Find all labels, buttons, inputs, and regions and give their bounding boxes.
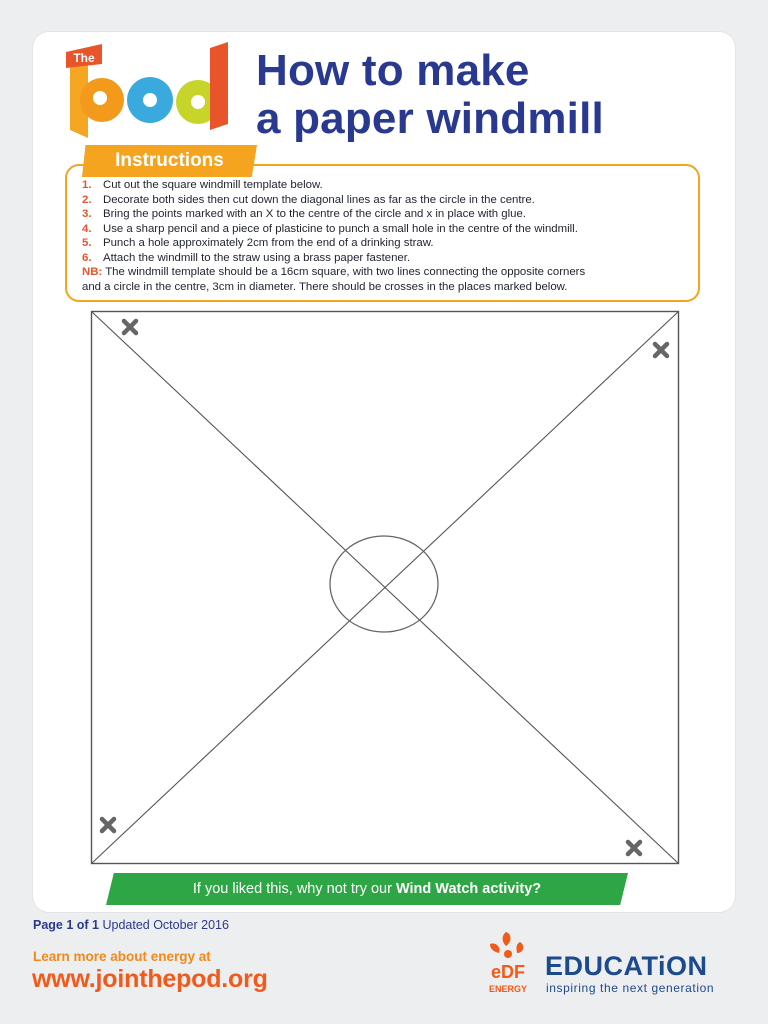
instruction-step: 4. Use a sharp pencil and a piece of plasticine to punch a small hole in the centre of the windmill.: [82, 222, 578, 235]
page-info: [33, 918, 229, 932]
edf-word: eDF: [490, 962, 526, 982]
instructions-heading: Instructions: [115, 150, 224, 171]
the-pod-logo: [64, 38, 234, 142]
page-title: [256, 47, 604, 143]
title-line-1: How to make: [256, 46, 530, 95]
nb-note-continued: and a circle in the centre, 3cm in diameter. There should be crosses in the places marked below.: [82, 280, 568, 293]
nb-note: [82, 265, 682, 280]
instruction-step: 3. Bring the points marked with an X to the centre of the circle and x in place with glue.: [82, 208, 526, 220]
education-tagline: inspiring the next generation: [546, 981, 715, 995]
windmill-template: [90, 310, 680, 865]
learn-more-text: Learn more about energy at: [33, 949, 211, 964]
promo-text: If you liked this, why not try our Wind Watch activity?: [192, 881, 542, 897]
wind-watch-link[interactable]: Wind Watch activity?: [395, 881, 542, 897]
edf-energy-logo: [484, 930, 532, 996]
nb-text: The windmill template should be a 16cm square, with two lines connecting the opposite corners: [102, 266, 586, 278]
education-title: EDUCATiON: [545, 951, 708, 981]
website-link[interactable]: www.jointhepod.org: [32, 965, 268, 993]
page-number: Page 1 of 1: [33, 918, 99, 932]
title-line-2: a paper windmill: [256, 94, 604, 143]
logo-small-word: The: [73, 51, 95, 65]
updated-date: Updated October 2016: [99, 918, 229, 932]
nb-label: NB:: [82, 266, 103, 278]
instructions-list: [82, 178, 682, 294]
instruction-step: 2. Decorate both sides then cut down the diagonal lines as far as the circle in the centre.: [82, 193, 535, 206]
edf-sub: ENERGY: [488, 984, 528, 994]
instruction-step: 6. Attach the windmill to the straw using a brass paper fastener.: [82, 251, 411, 264]
sun-icon: [490, 932, 523, 958]
instruction-step: 5. Punch a hole approximately 2cm from the end of a drinking straw.: [82, 237, 434, 249]
instruction-step: 1. Cut out the square windmill template below.: [82, 179, 323, 191]
